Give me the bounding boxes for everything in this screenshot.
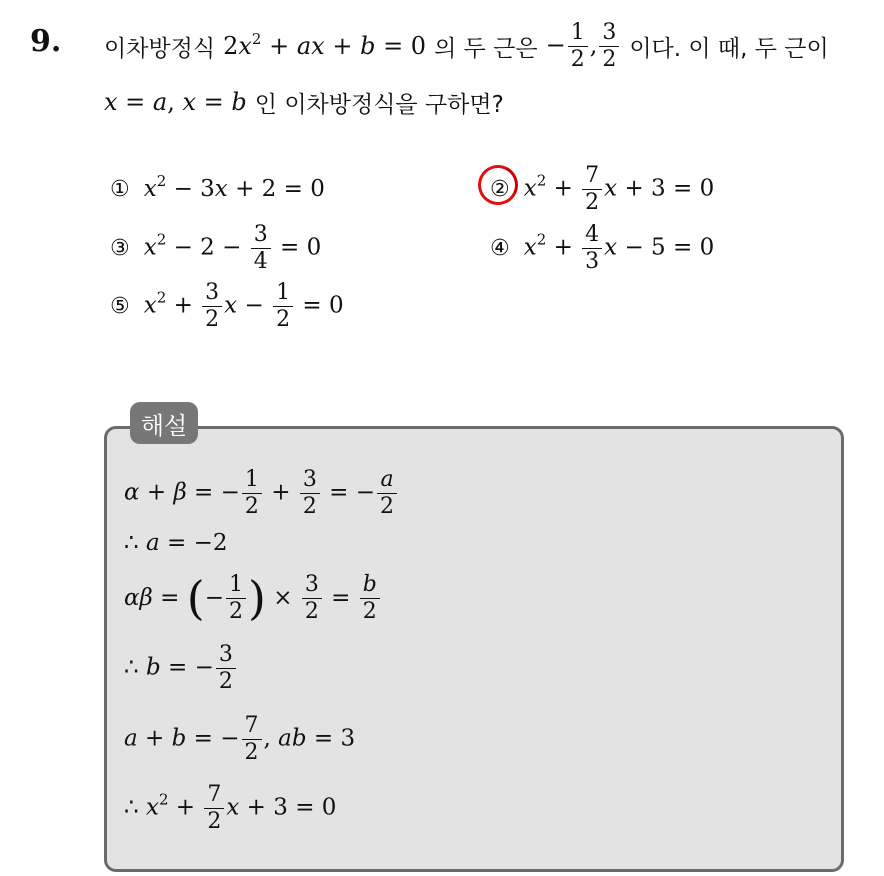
option-5[interactable] <box>110 276 344 336</box>
option-expression: $x^2$ + $\frac{3}{2}$ x − $\frac{1}{2}$ = 0 <box>143 279 344 332</box>
option-1[interactable] <box>110 166 325 212</box>
question-line-1 <box>104 18 829 74</box>
root-values: − $\frac{1}{2}$ , $\frac{3}{2}$ <box>546 22 622 71</box>
option-marker: ① <box>110 176 130 202</box>
option-marker: ③ <box>110 235 130 261</box>
question-text: 의 두 근은 <box>434 35 538 62</box>
question-line-2 <box>104 82 504 122</box>
solution-step-1: α + β = − $\frac{1}{2}$ + $\frac{3}{2}$ = − $\frac{a}{2}$ <box>124 462 399 524</box>
option-marker: ⑤ <box>110 293 130 319</box>
option-2[interactable] <box>490 160 714 218</box>
option-marker: ② <box>490 176 510 202</box>
option-4[interactable] <box>490 220 714 276</box>
question-text: 이다. 이 때, 두 근이 <box>629 35 829 62</box>
solution-step-5: a + b = − $\frac{7}{2}$ , ab = 3 <box>124 712 356 765</box>
option-expression: $x^2 - 3x + 2 = 0$ <box>143 172 325 202</box>
option-marker: ④ <box>490 235 510 261</box>
option-expression: $x^2 - 2$ − $\frac{3}{4}$ = 0 <box>143 221 322 274</box>
solution-step-2: ∴ a = −2 <box>124 530 228 556</box>
question-text: 이차방정식 <box>104 35 216 62</box>
solution-badge: 해설 <box>130 402 198 444</box>
question-number: 9. <box>30 24 62 59</box>
solution-step-3: αβ = ( − $\frac{1}{2}$ ) × $\frac{3}{2}$ = $\frac{b}{2}$ <box>124 566 382 630</box>
option-3[interactable] <box>110 220 321 276</box>
new-roots: x = a, x = b <box>104 88 247 116</box>
option-expression: $x^2$ + $\frac{4}{3}$ x − 5 = 0 <box>523 221 715 274</box>
solution-step-4: ∴ b = − $\frac{3}{2}$ <box>124 638 238 698</box>
question-text: 인 이차방정식을 구하면? <box>254 91 504 118</box>
question-equation: $2x^2$ + ax + b = 0 <box>223 30 427 60</box>
option-expression: $x^2$ + $\frac{7}{2}$ x + 3 = 0 <box>523 162 715 215</box>
solution-step-6: ∴ $x^2$ + $\frac{7}{2}$ x + 3 = 0 <box>124 781 337 834</box>
